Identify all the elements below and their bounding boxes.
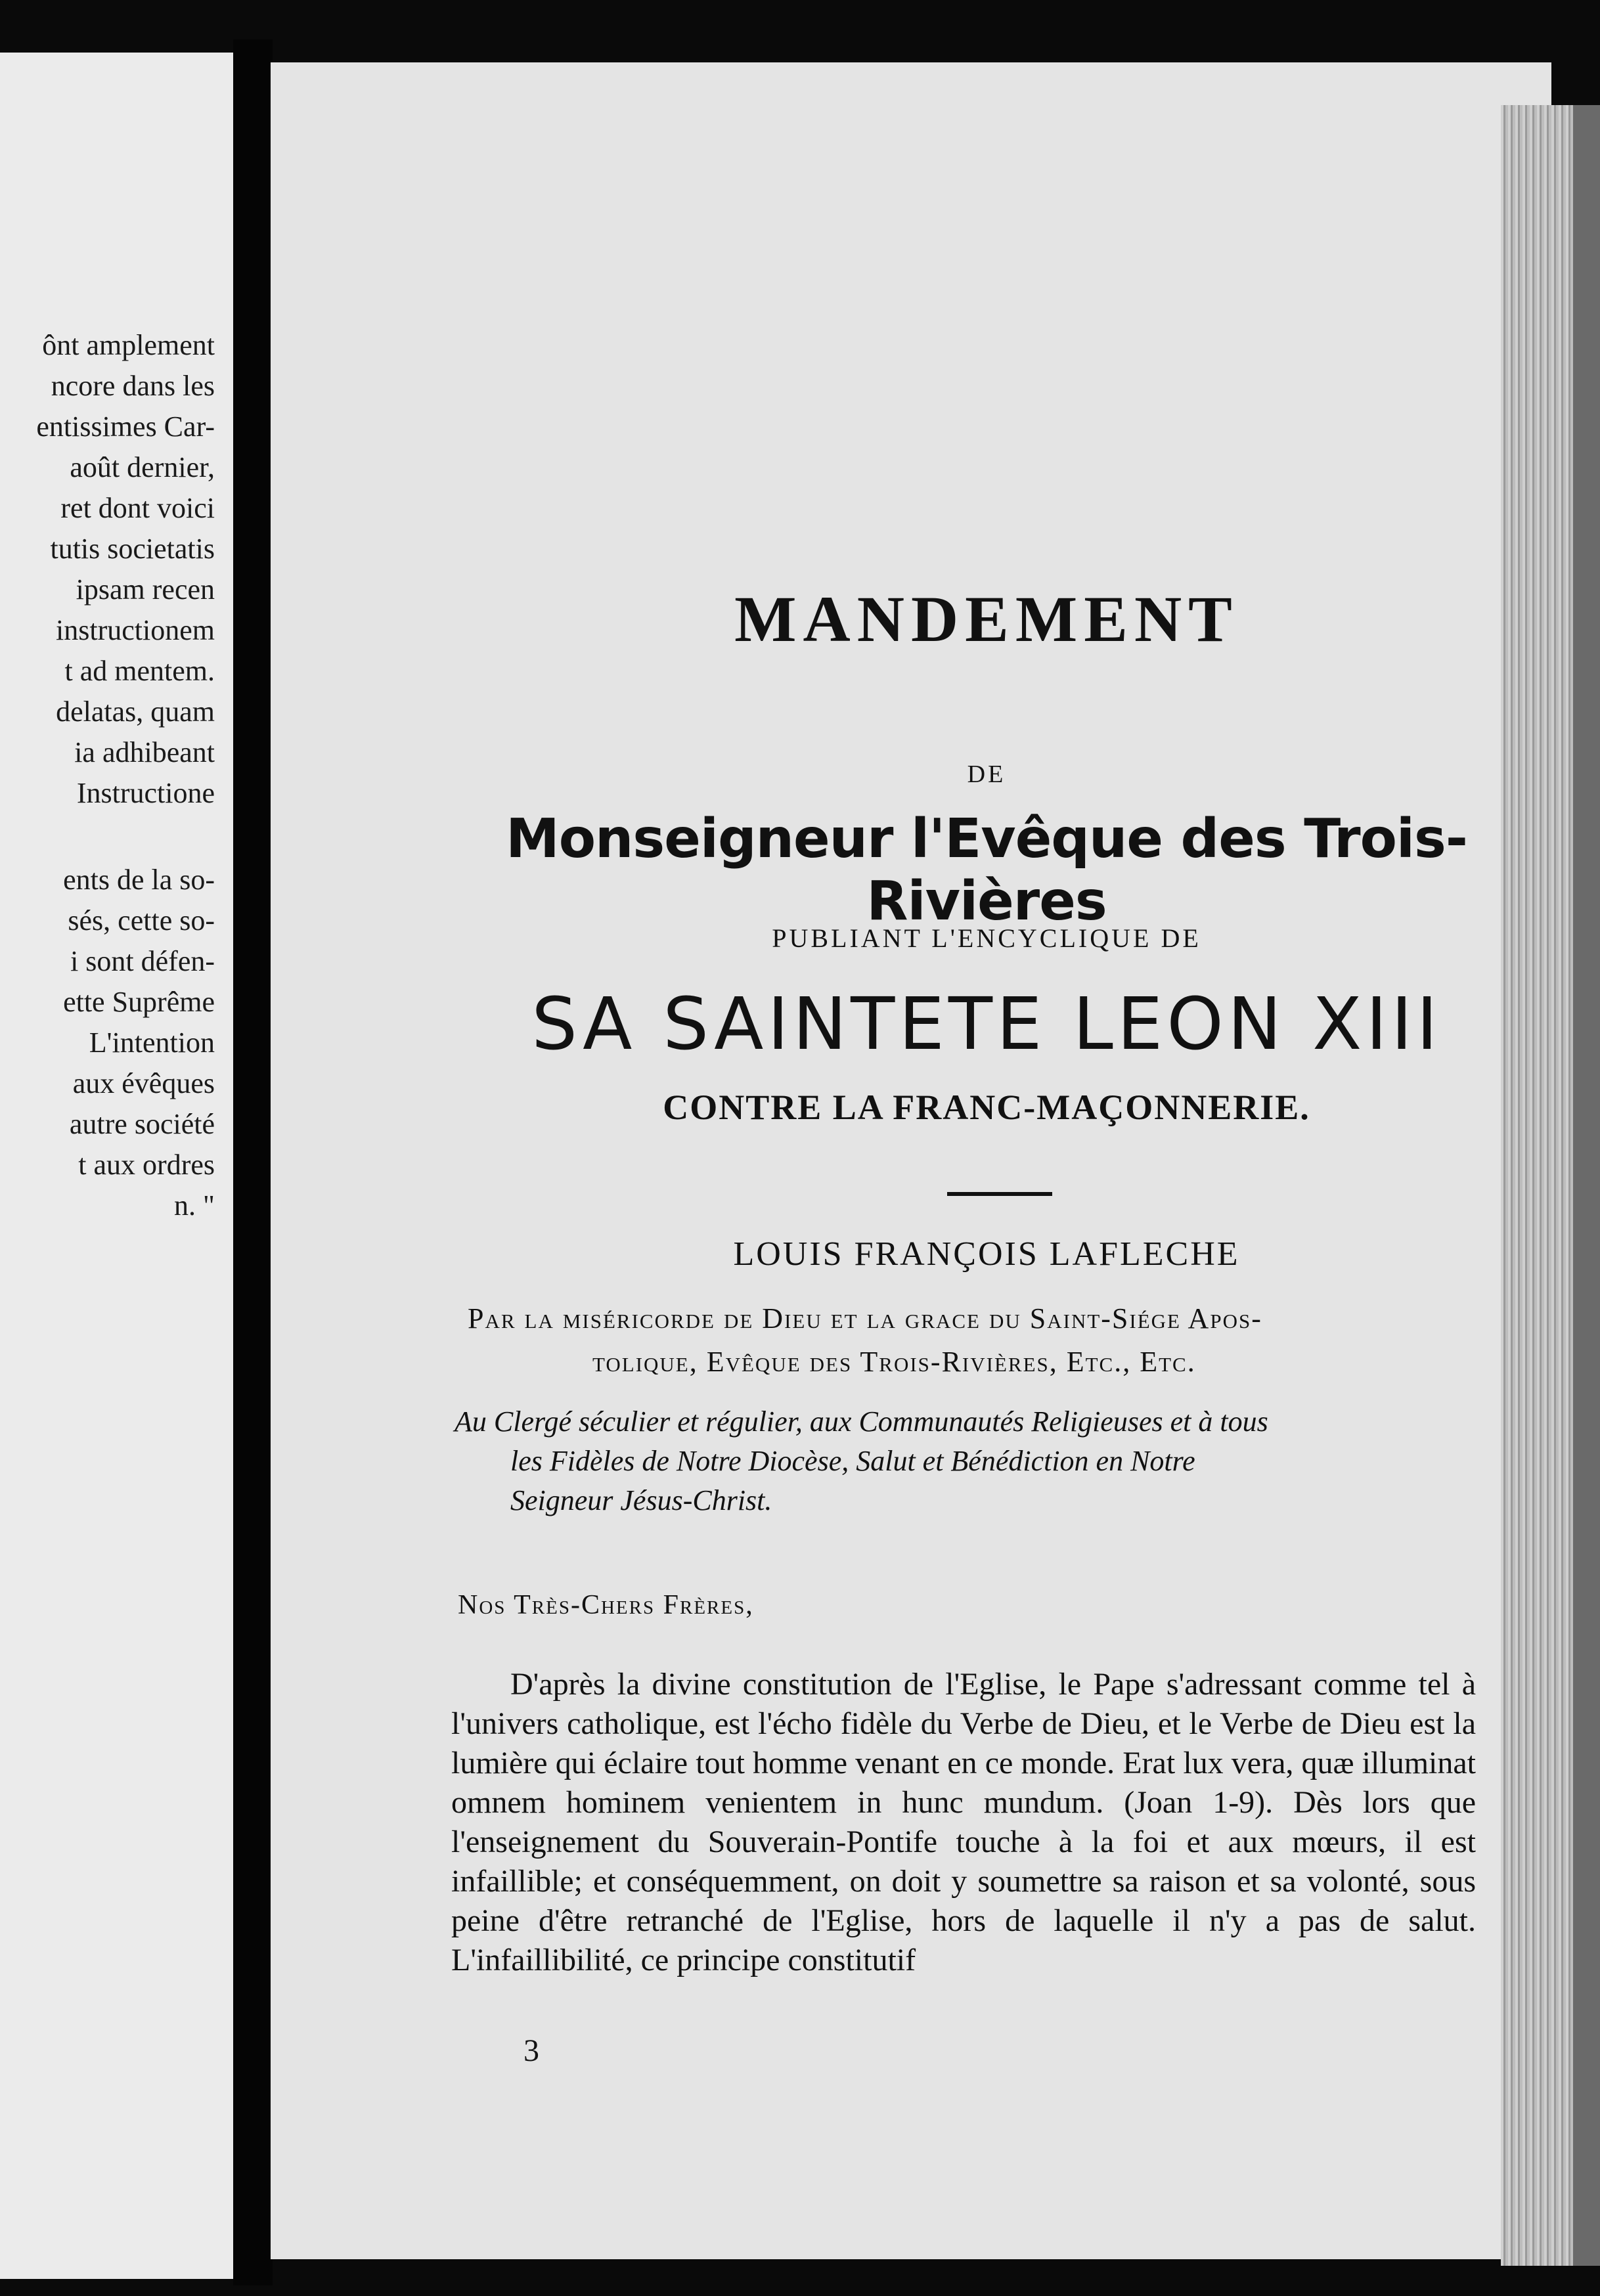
page-number: 3 — [523, 2033, 539, 2068]
left-line: ipsam recen — [76, 573, 215, 606]
author-titles-line: tolique, Evêque des Trois-Rivières, Etc., Etc. — [592, 1346, 1196, 1378]
address-line: les Fidèles de Notre Diocèse, Salut et Bénédiction en Notre — [510, 1445, 1195, 1477]
left-line: ia adhibeant — [74, 736, 215, 768]
left-line: aux évêques — [72, 1067, 215, 1099]
book-gutter — [233, 39, 273, 2285]
left-facing-page — [0, 53, 233, 2279]
left-page-text — [36, 325, 215, 1226]
left-line: entissimes Car- — [36, 410, 215, 443]
author-name: LOUIS FRANÇOIS LAFLECHE — [733, 1235, 1240, 1273]
left-line: ents de la so- — [63, 864, 215, 896]
left-line: delatas, quam — [56, 695, 215, 728]
salutation: Nos Très-Chers Frères, — [458, 1590, 754, 1620]
left-line: ônt amplement — [42, 329, 215, 361]
left-line: tutis societatis — [50, 533, 215, 565]
left-line: ret dont voici — [60, 492, 215, 524]
divider-rule — [947, 1192, 1052, 1196]
left-line: L'intention — [89, 1027, 215, 1059]
document-title: MANDEMENT — [734, 583, 1239, 655]
author-titles — [468, 1297, 1505, 1384]
body-text: D'après la divine constitution de l'Eglise, le Pape s'adressant comme tel à l'univers catholique, est l'écho fidèle du Verbe de Dieu, et le Verbe de Dieu est la lumière qui éclaire tout homme venant en ce monde. Erat lux vera, quæ illuminat omnem hominem venientem in hunc mundum. (Joan 1-9). Dès lors que l'enseignement du Souverain-Pontife touche à la foi et aux mœurs, il est infaillible; et conséquemment, on doit y soumettre sa raison et sa volonté, sous peine d'être retranché de l'Eglise, hors de laquelle il n'y a pas de salut. L'infaillibilité, ce principe constitutif — [451, 1667, 1476, 1977]
left-line: Instructione — [76, 777, 215, 809]
book-cover-edge — [1573, 105, 1600, 2266]
left-line: ette Suprême — [63, 986, 215, 1018]
left-line: n. " — [174, 1189, 215, 1222]
left-line: t ad mentem. — [64, 655, 215, 687]
bishop-heading: Monseigneur l'Evêque des Trois-Rivières — [506, 808, 1467, 933]
left-line: ncore dans les — [51, 370, 215, 402]
left-line: instructionem — [56, 614, 215, 646]
left-line: t aux ordres — [78, 1149, 215, 1181]
title-de: DE — [967, 761, 1006, 788]
address-line: Seigneur Jésus-Christ. — [510, 1484, 772, 1516]
pope-heading: SA SAINTETE LEON XIII — [531, 982, 1442, 1066]
author-titles-line: Par la miséricorde de Dieu et la grace du Saint-Siége Apos- — [468, 1302, 1262, 1335]
left-line: autre société — [69, 1108, 215, 1140]
address-block — [455, 1402, 1505, 1520]
publiant-line: PUBLIANT L'ENCYCLIQUE DE — [772, 923, 1201, 953]
body-paragraph — [451, 1665, 1476, 1980]
address-line: Au Clergé séculier et régulier, aux Communautés Religieuses et à tous — [455, 1405, 1268, 1438]
left-line: août dernier, — [70, 451, 215, 483]
left-line: sés, cette so- — [68, 904, 215, 937]
left-line: i sont défen- — [70, 945, 215, 977]
subject-heading: CONTRE LA FRANC-MAÇONNERIE. — [663, 1088, 1310, 1127]
main-page — [271, 62, 1551, 2259]
